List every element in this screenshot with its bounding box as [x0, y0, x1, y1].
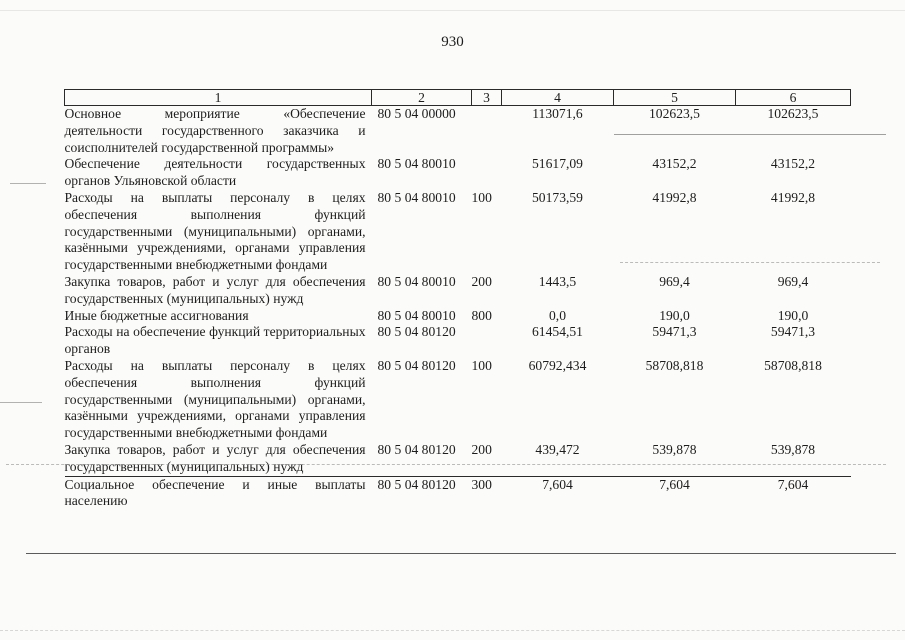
- row-value-col6: 59471,3: [770, 324, 816, 340]
- table-body: [65, 106, 851, 511]
- row-code-cell: 80 5 04 80010: [377, 307, 456, 323]
- row-kvr-cell: [472, 156, 502, 190]
- row-name-cell: Обеспечение деятельности государственных органов Ульяновской области: [64, 156, 366, 189]
- table-row: [65, 476, 851, 510]
- row-value-col6: 7,604: [736, 476, 851, 510]
- row-kvr-cell: [472, 324, 502, 358]
- row-value-col4: 1443,5: [538, 273, 577, 289]
- row-code-cell: 80 5 04 00000: [377, 106, 456, 121]
- row-value-col5: 43152,2: [652, 156, 697, 172]
- row-value-col5: 59471,3: [652, 324, 697, 340]
- row-kvr-cell: 200: [471, 441, 492, 457]
- row-value-col6: 539,878: [770, 441, 816, 457]
- header-col-3: 3: [472, 90, 502, 106]
- row-name-cell: Расходы на выплаты персоналу в целях обеспечения выполнения функций государственными (муниципальными) органами, казёнными учреждениями, органами управления государственными внебюджетными фондами: [64, 357, 366, 441]
- table-row: [65, 274, 851, 308]
- row-code-cell: 80 5 04 80120: [377, 357, 456, 373]
- budget-table: [64, 89, 851, 510]
- row-value-col4: 61454,51: [532, 324, 583, 340]
- header-col-4: 4: [502, 90, 614, 106]
- row-name-cell: Расходы на выплаты персоналу в целях обеспечения выполнения функций государственными (муниципальными) органами, казёнными учреждениями, органами управления государственными внебюджетными фондами: [64, 189, 366, 273]
- table-row: [65, 156, 851, 190]
- row-value-col5: 58708,818: [645, 357, 704, 373]
- row-value-col4: 50173,59: [532, 189, 583, 205]
- header-row: [65, 90, 851, 106]
- row-kvr-cell: 800: [471, 307, 492, 323]
- table-row: [65, 308, 851, 325]
- row-value-col6: 102623,5: [767, 106, 819, 121]
- page-number: 930: [441, 34, 464, 50]
- row-value-col5: 7,604: [614, 476, 736, 510]
- row-kvr-cell: [472, 106, 502, 157]
- row-value-col4: 113071,6: [532, 106, 583, 121]
- row-value-col6: 58708,818: [764, 357, 822, 373]
- row-kvr-cell: 100: [471, 357, 492, 373]
- row-kvr-cell: 300: [472, 476, 502, 510]
- row-value-col4: 60792,434: [528, 357, 587, 373]
- row-value-col4: 439,472: [535, 441, 580, 457]
- row-name-cell: Расходы на обеспечение функций территориальных органов: [64, 324, 366, 357]
- row-value-col5: 969,4: [659, 273, 690, 289]
- row-value-col4: 51617,09: [532, 156, 583, 172]
- row-value-col6: 43152,2: [770, 156, 816, 172]
- row-value-col4: 7,604: [502, 476, 614, 510]
- row-name-cell: Закупка товаров, работ и услуг для обеспечения государственных (муниципальных) нужд: [64, 273, 366, 306]
- header-col-6: 6: [736, 90, 851, 106]
- row-code-cell: 80 5 04 80120: [377, 324, 456, 340]
- row-code-cell: 80 5 04 80120: [377, 441, 456, 457]
- table-row: [65, 324, 851, 358]
- row-value-col5: 102623,5: [649, 106, 700, 121]
- table-row: [65, 358, 851, 442]
- row-value-col5: 41992,8: [652, 189, 697, 205]
- row-code-cell: 80 5 04 80010: [377, 156, 456, 172]
- row-name-cell: Социальное обеспечение и иные выплаты населению: [65, 476, 372, 510]
- header-col-1: 1: [65, 90, 372, 106]
- row-value-col6: 190,0: [777, 307, 809, 323]
- table-row: [65, 442, 851, 476]
- row-name-cell: Закупка товаров, работ и услуг для обеспечения государственных (муниципальных) нужд: [64, 441, 366, 474]
- row-value-col6: 41992,8: [770, 189, 816, 205]
- header-col-5: 5: [614, 90, 736, 106]
- header-col-2: 2: [372, 90, 472, 106]
- row-value-col4: 0,0: [549, 307, 566, 323]
- row-name-cell: Основное мероприятие «Обеспечение деятельности государственного заказчика и соисполнителей государственной программы»: [64, 106, 366, 155]
- row-kvr-cell: 200: [471, 273, 492, 289]
- row-code-cell: 80 5 04 80010: [377, 273, 456, 289]
- row-code-cell: 80 5 04 80010: [377, 189, 456, 205]
- row-value-col5: 190,0: [659, 307, 690, 323]
- row-code-cell: 80 5 04 80120: [372, 476, 472, 510]
- row-value-col6: 969,4: [777, 273, 809, 289]
- row-kvr-cell: 100: [471, 189, 492, 205]
- row-value-col5: 539,878: [652, 441, 697, 457]
- table-row: [65, 106, 851, 157]
- row-name-cell: Иные бюджетные ассигнования: [64, 307, 249, 323]
